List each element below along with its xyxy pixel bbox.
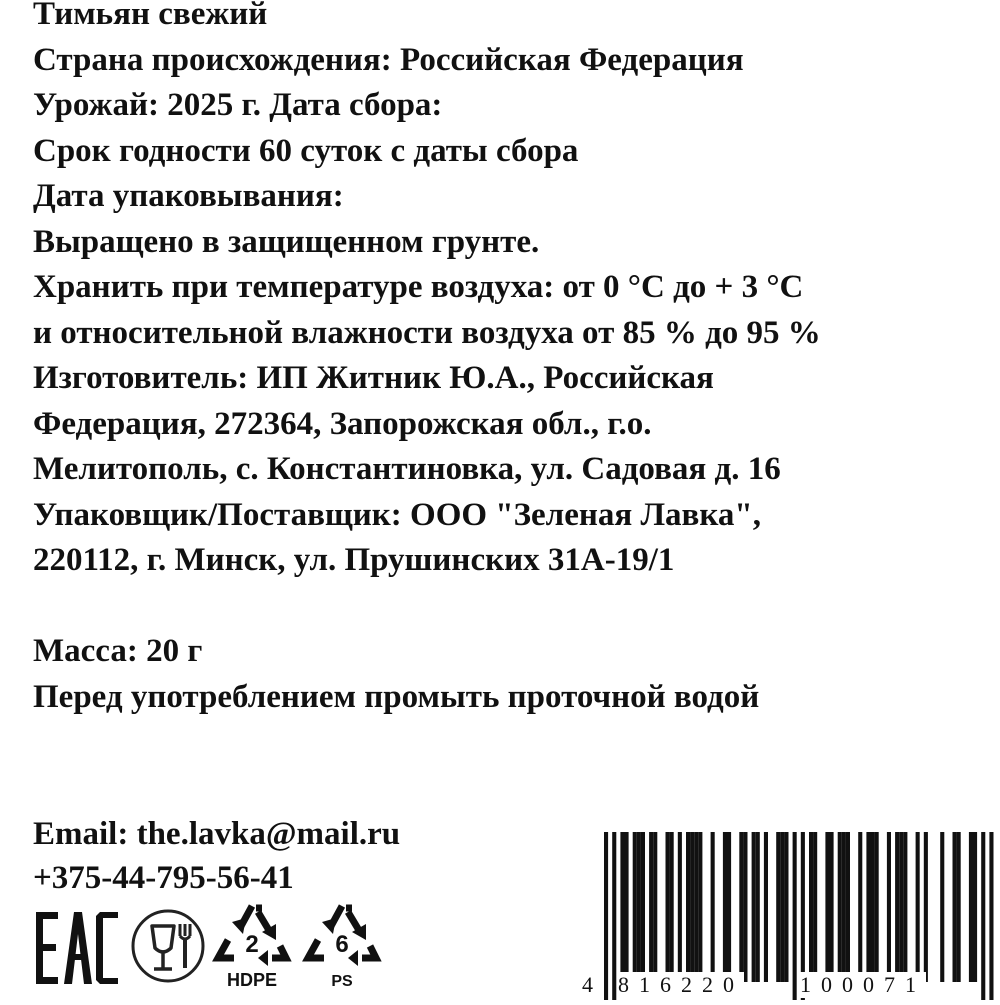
ean-barcode — [582, 832, 994, 1000]
barcode-right-digits: 100071 — [800, 972, 926, 997]
email-line: Email: the.lavka@mail.ru — [33, 816, 401, 852]
barcode-bar — [670, 832, 674, 982]
barcode-bar — [846, 832, 850, 982]
manufacturer-line-1: Изготовитель: ИП Житник Ю.А., Российская — [33, 360, 714, 396]
usage-instruction: Перед употреблением промыть проточной водой — [33, 678, 760, 715]
recycle-ps-number: 6 — [335, 931, 349, 958]
contact-block — [33, 812, 400, 900]
barcode-bar — [612, 832, 616, 1000]
recycle-hdpe-label: HDPE — [226, 970, 278, 990]
packer-line-1: Упаковщик/Поставщик: ООО "Зеленая Лавка", — [33, 496, 761, 533]
storage-humidity: и относительной влажности воздуха от 85 % до 95 % — [33, 314, 821, 351]
barcode-bar — [916, 832, 920, 982]
certification-marks — [34, 900, 394, 992]
barcode-bar — [678, 832, 682, 982]
origin-country: Страна происхождения: Российская Федерация — [33, 41, 744, 78]
blank-line — [33, 584, 993, 630]
barcode-bar — [981, 832, 985, 1000]
barcode-bar — [842, 832, 846, 982]
barcode-bar — [809, 832, 813, 982]
harvest-date: Урожай: 2025 г. Дата сбора: — [33, 87, 443, 123]
barcode-bar — [953, 832, 957, 982]
barcode-bar — [649, 832, 653, 982]
barcode-bar — [858, 832, 862, 982]
barcode-bar — [875, 832, 879, 982]
barcode-bar — [887, 832, 891, 982]
barcode-bar — [625, 832, 629, 982]
barcode-bar — [784, 832, 788, 982]
eac-mark-icon — [34, 910, 120, 986]
recycle-ps-label: PS — [331, 973, 353, 990]
barcode-bar — [698, 832, 702, 982]
barcode-bar — [989, 832, 993, 1000]
packing-date: Дата упаковывания: — [33, 178, 344, 214]
recycle-ps-icon — [300, 900, 384, 992]
barcode-bar — [604, 832, 608, 1000]
barcode-bar — [895, 832, 899, 982]
barcode-bar — [666, 832, 670, 982]
barcode-bar — [764, 832, 768, 982]
barcode-bar — [690, 832, 694, 982]
barcode-bar — [633, 832, 637, 982]
recycle-hdpe-icon — [210, 900, 294, 992]
barcode-bar — [969, 832, 973, 982]
barcode-bar — [899, 832, 903, 982]
barcode-bar — [838, 832, 842, 982]
product-label — [33, 0, 993, 720]
barcode-bar — [752, 832, 756, 982]
packer-line-2: 220112, г. Минск, ул. Прушинских 31А-19/1 — [33, 542, 675, 578]
storage-temperature: Хранить при температуре воздуха: от 0 °С до + 3 °С — [33, 269, 804, 305]
barcode-bar — [756, 832, 760, 982]
barcode-bar — [830, 832, 834, 982]
manufacturer-line-2: Федерация, 272364, Запорожская обл., г.о. — [33, 405, 652, 442]
barcode-bar — [723, 832, 727, 982]
barcode-bar — [940, 832, 944, 982]
glass-fork-icon — [130, 906, 206, 986]
barcode-bar — [813, 832, 817, 982]
barcode-bar — [739, 832, 743, 982]
barcode-bar — [903, 832, 907, 982]
barcode-bar — [686, 832, 690, 982]
barcode-bar — [957, 832, 961, 982]
barcode-bar — [637, 832, 641, 982]
barcode-bar — [871, 832, 875, 982]
barcode-bar — [641, 832, 645, 982]
barcode-bar — [694, 832, 698, 982]
shelf-life: Срок годности 60 суток с даты сбора — [33, 132, 579, 169]
barcode-bar — [776, 832, 780, 982]
recycle-hdpe-number: 2 — [245, 931, 259, 958]
barcode-bar — [743, 832, 747, 982]
barcode-left-digits: 816220 — [618, 972, 744, 997]
barcode-bar — [973, 832, 977, 982]
phone-line: +375-44-795-56-41 — [33, 860, 294, 896]
barcode-first-digit: 4 — [582, 972, 593, 997]
barcode-bar — [653, 832, 657, 982]
net-weight: Масса: 20 г — [33, 633, 203, 669]
growing-method: Выращено в защищенном грунте. — [33, 223, 540, 260]
barcode-bar — [620, 832, 624, 982]
barcode-bar — [825, 832, 829, 982]
barcode-bar — [711, 832, 715, 982]
product-name: Тимьян свежий — [33, 0, 268, 32]
barcode-bar — [780, 832, 784, 982]
barcode-bar — [793, 832, 797, 1000]
barcode-bar — [727, 832, 731, 982]
barcode-bar — [866, 832, 870, 982]
barcode-bar — [924, 832, 928, 982]
manufacturer-line-3: Мелитополь, с. Константиновка, ул. Садовая д. 16 — [33, 451, 781, 487]
